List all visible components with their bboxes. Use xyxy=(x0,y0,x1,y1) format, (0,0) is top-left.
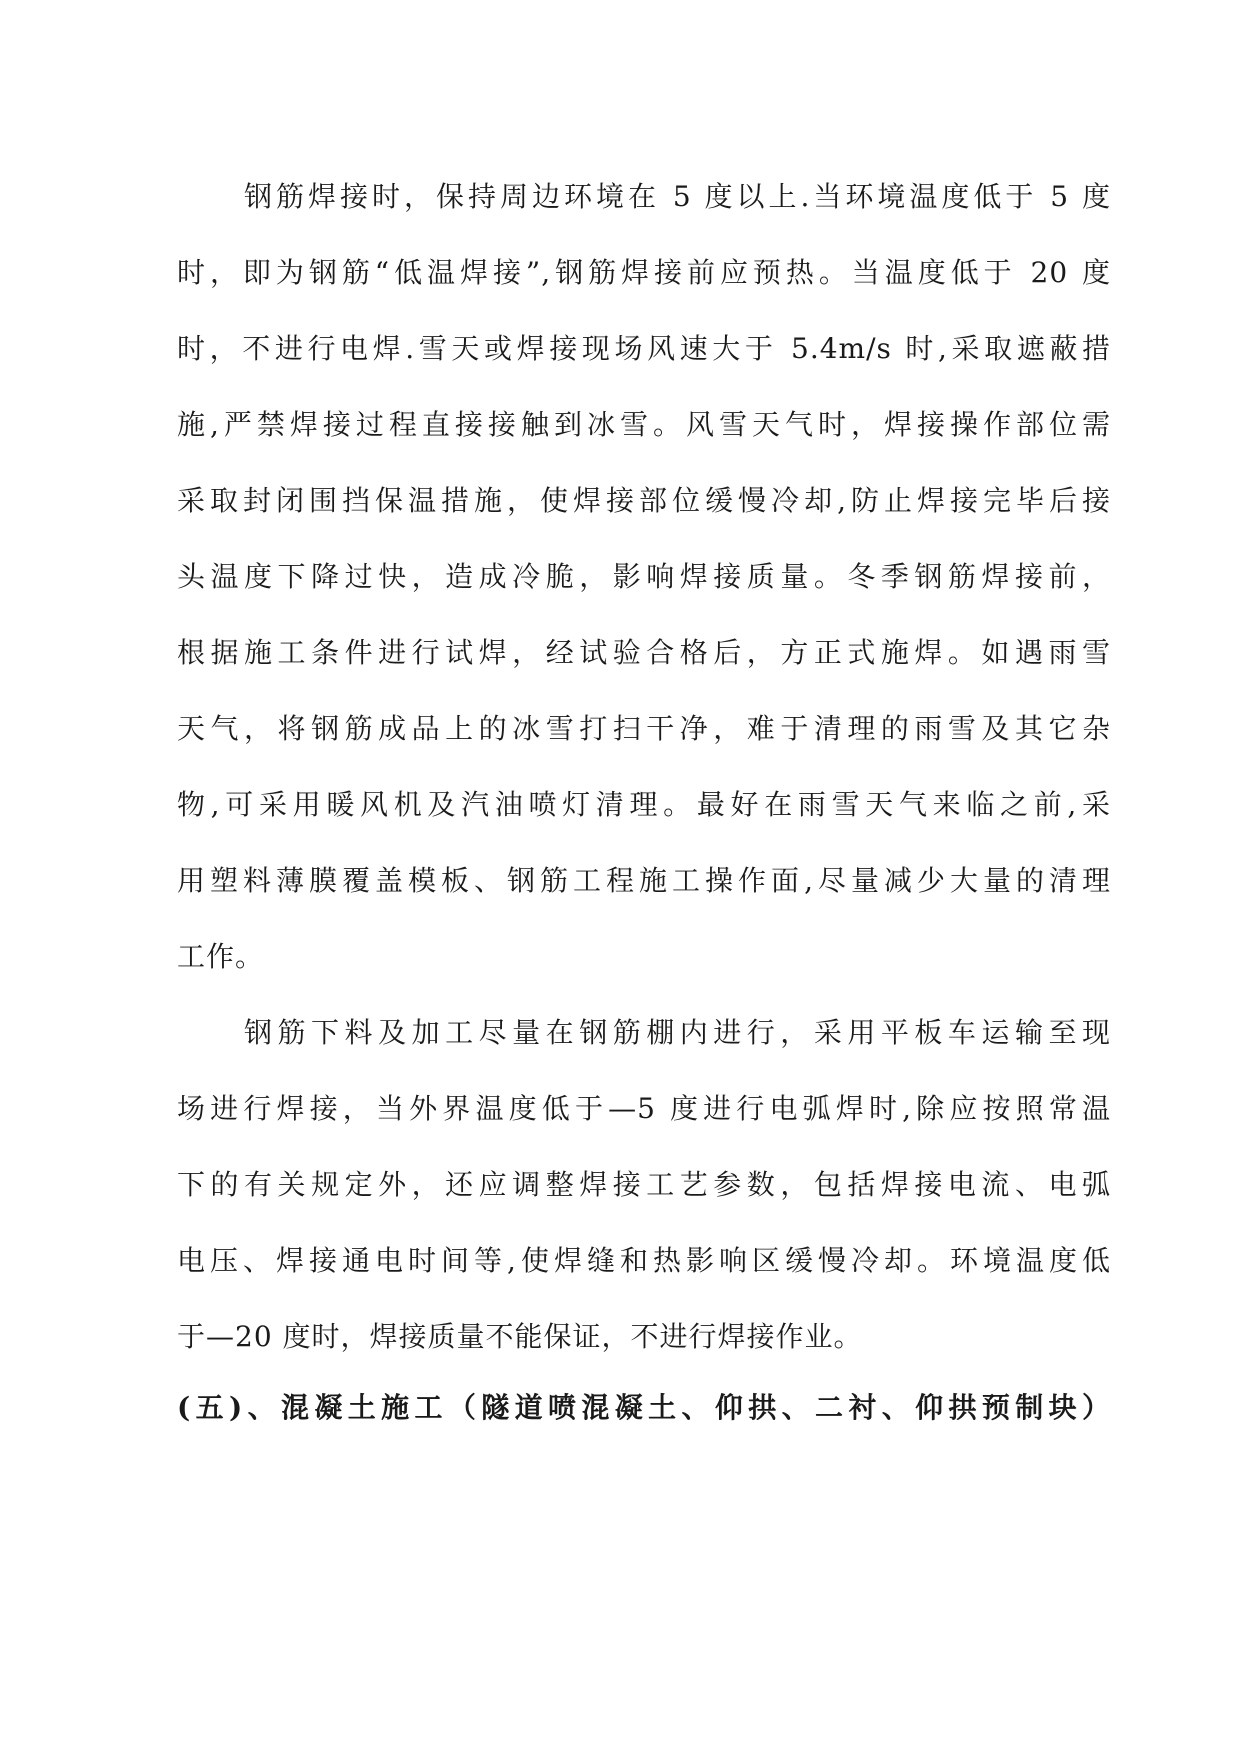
paragraph-1-line-2: 时，即为钢筋“低温焊接”,钢筋焊接前应预热。当温度低于 20 度 xyxy=(177,256,1111,289)
paragraph-1-line-1: 钢筋焊接时，保持周边环境在 5 度以上.当环境温度低于 5 度 xyxy=(244,180,1111,213)
paragraph-1-line-4: 施,严禁焊接过程直接接触到冰雪。风雪天气时，焊接操作部位需 xyxy=(177,408,1111,441)
paragraph-2-line-1: 钢筋下料及加工尽量在钢筋棚内进行，采用平板车运输至现 xyxy=(244,1016,1111,1049)
paragraph-1-line-9: 物,可采用暖风机及汽油喷灯清理。最好在雨雪天气来临之前,采 xyxy=(177,788,1111,821)
paragraph-2-line-5: 于—20 度时，焊接质量不能保证，不进行焊接作业。 xyxy=(177,1320,863,1353)
section-heading: (五)、混凝土施工（隧道喷混凝土、仰拱、二衬、仰拱预制块） xyxy=(177,1391,1111,1424)
paragraph-1-line-7: 根据施工条件进行试焊，经试验合格后，方正式施焊。如遇雨雪 xyxy=(177,636,1111,669)
paragraph-1-line-5: 采取封闭围挡保温措施，使焊接部位缓慢冷却,防止焊接完毕后接 xyxy=(177,484,1111,517)
paragraph-1-line-3: 时，不进行电焊.雪天或焊接现场风速大于 5.4m/s 时,采取遮蔽措 xyxy=(177,332,1111,365)
paragraph-1-line-6: 头温度下降过快，造成冷脆，影响焊接质量。冬季钢筋焊接前， xyxy=(177,560,1111,593)
paragraph-1-line-11: 工作。 xyxy=(177,940,265,973)
paragraph-2-line-2: 场进行焊接，当外界温度低于—5 度进行电弧焊时,除应按照常温 xyxy=(177,1092,1111,1125)
paragraph-1-line-8: 天气，将钢筋成品上的冰雪打扫干净，难于清理的雨雪及其它杂 xyxy=(177,712,1111,745)
paragraph-2-line-4: 电压、焊接通电时间等,使焊缝和热影响区缓慢冷却。环境温度低 xyxy=(177,1244,1111,1277)
paragraph-2-line-3: 下的有关规定外，还应调整焊接工艺参数，包括焊接电流、电弧 xyxy=(177,1168,1111,1201)
paragraph-1-line-10: 用塑料薄膜覆盖模板、钢筋工程施工操作面,尽量减少大量的清理 xyxy=(177,864,1111,897)
